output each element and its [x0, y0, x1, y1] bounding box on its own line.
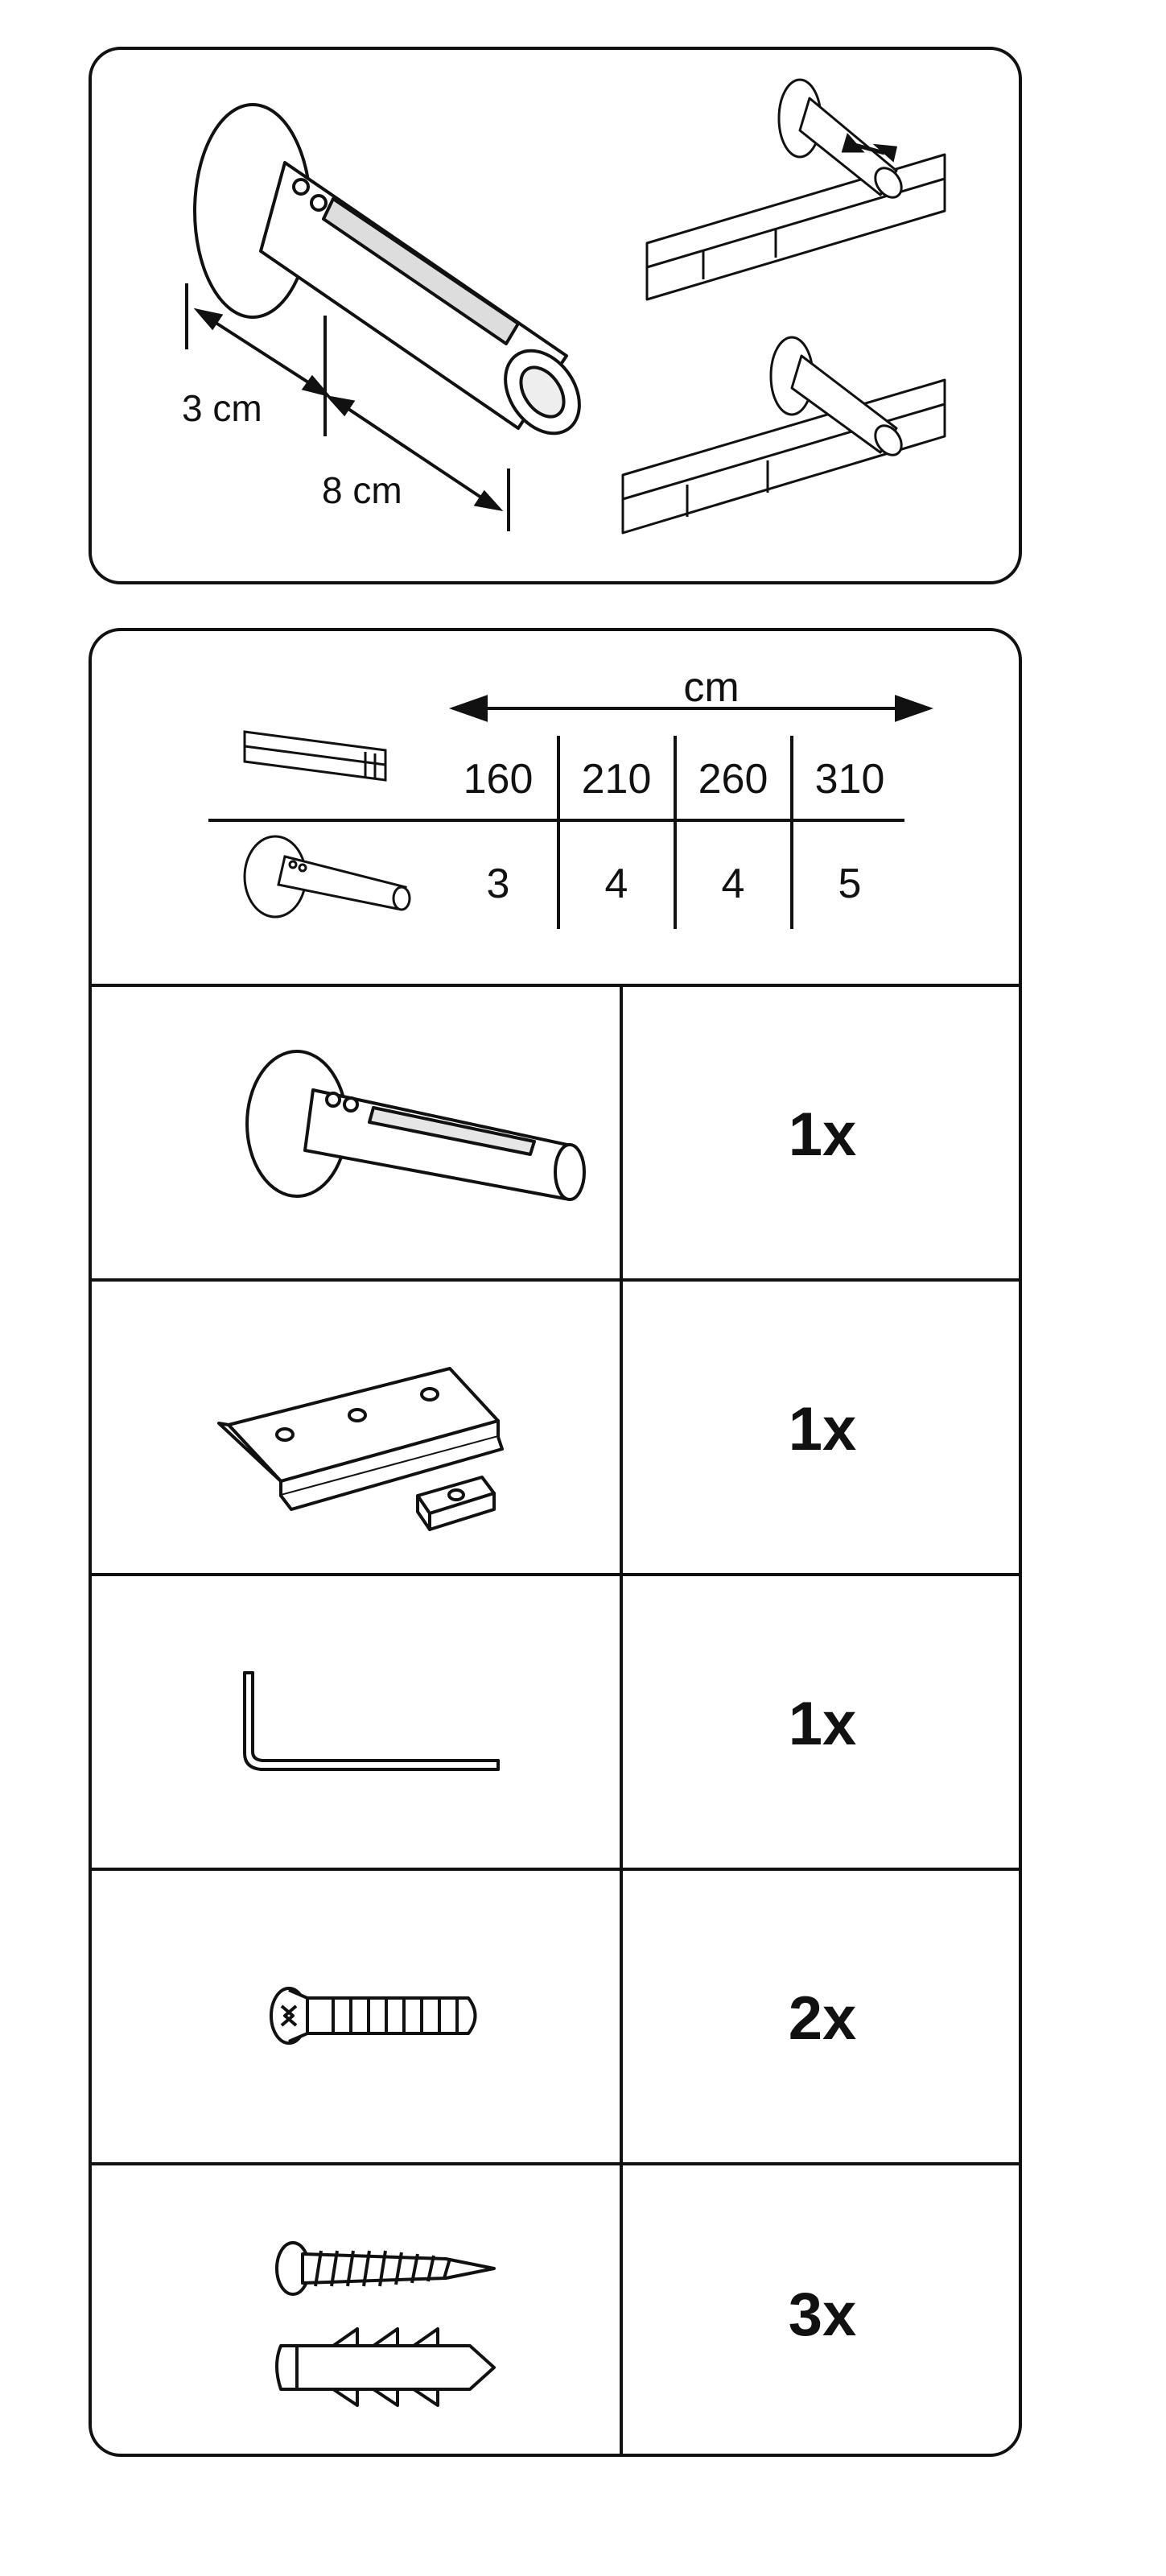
bracket-count-cell: 3	[486, 861, 510, 907]
bracket-dimensions-panel	[89, 47, 1022, 584]
length-cell: 260	[698, 756, 768, 803]
bracket-icon	[92, 985, 620, 1278]
bracket-count-cell: 4	[721, 861, 745, 907]
bracket-count-cell: 4	[604, 861, 628, 907]
track-side-view-icon	[623, 337, 945, 533]
wood-screw-and-wall-plug-icon	[92, 2164, 620, 2457]
quantity-label: 1x	[788, 1395, 857, 1463]
flange-depth-label: 3 cm	[182, 387, 262, 429]
length-cell: 210	[581, 756, 652, 803]
quantity-label: 1x	[788, 1690, 857, 1758]
length-cell: 160	[463, 756, 534, 803]
mounting-plate-icon	[92, 1280, 620, 1573]
bracket-count-cell: 5	[838, 861, 862, 907]
bracket-small-icon	[245, 836, 410, 917]
length-cell: 310	[814, 756, 885, 803]
machine-screw-icon	[92, 1869, 620, 2162]
track-top-view-icon	[647, 80, 945, 299]
quantity-label: 3x	[788, 2281, 857, 2349]
bracket-dimension-drawing	[92, 50, 1025, 588]
quantity-label: 2x	[788, 1984, 857, 2053]
length-table-lines	[92, 631, 1022, 985]
quantity-label: 1x	[788, 1100, 857, 1169]
allen-key-icon	[92, 1575, 620, 1868]
length-unit-label: cm	[683, 664, 740, 711]
parts-list-panel	[89, 628, 1022, 2457]
track-icon	[245, 732, 385, 780]
arm-length-label: 8 cm	[322, 469, 402, 511]
